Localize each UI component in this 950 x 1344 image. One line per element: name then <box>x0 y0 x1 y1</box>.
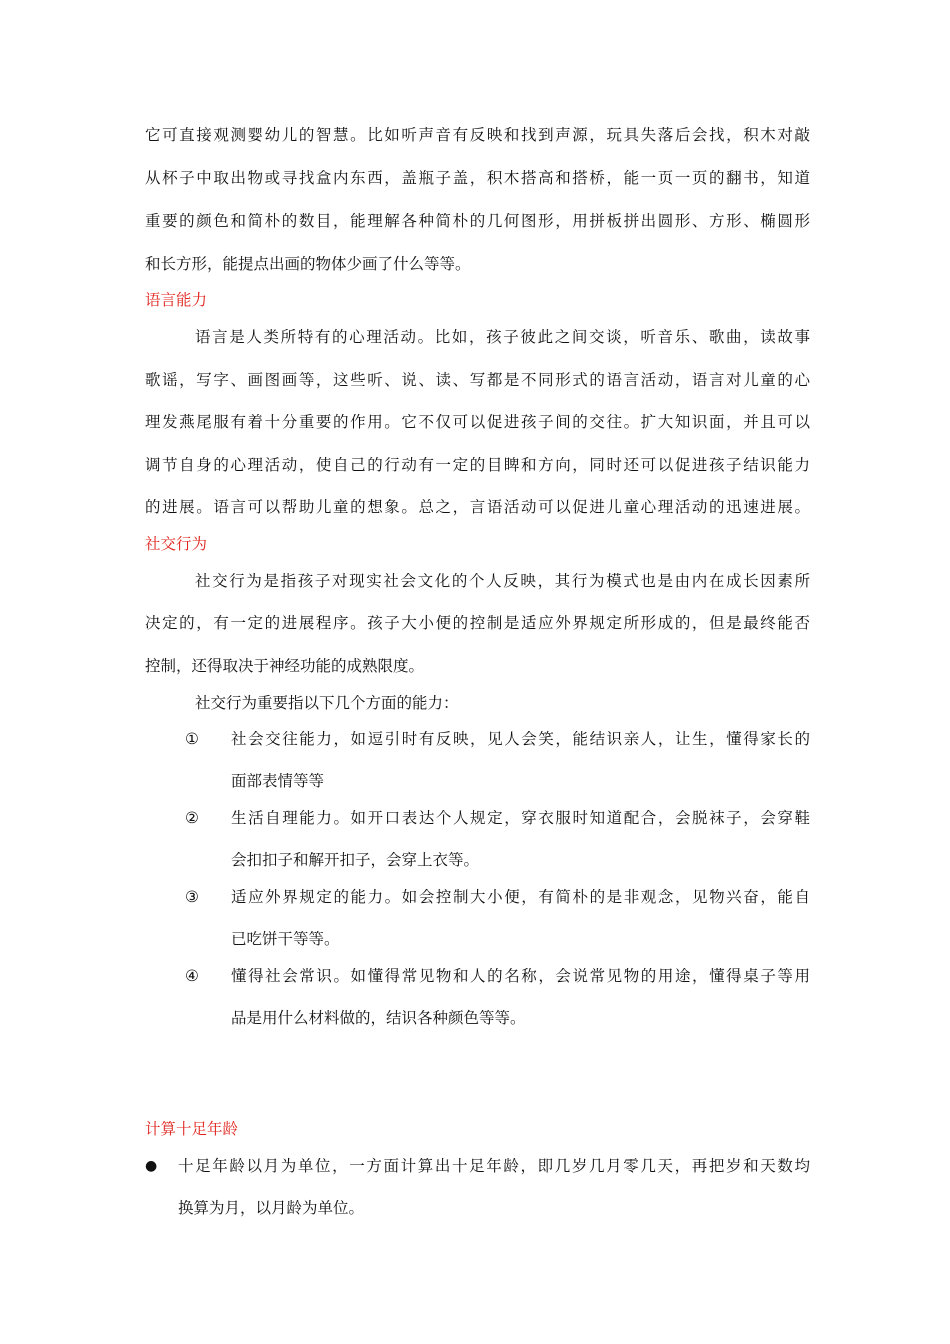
intro-line-1: 它可直接观测婴幼儿的智慧。比如听声音有反映和找到声源，玩具失落后会找，积木对敲 <box>145 126 810 144</box>
item-2-number: ② <box>185 809 199 827</box>
item-1-line-2: 面部表情等等 <box>231 772 325 790</box>
language-line-2: 歌谣，写字、画图画等，这些听、说、读、写都是不同形式的语言活动，语言对儿童的心 <box>145 371 810 389</box>
item-4-line-2: 品是用什么材料做的，结识各种颜色等等。 <box>231 1009 526 1027</box>
item-2-line-1: 生活自理能力。如开口表达个人规定，穿衣服时知道配合，会脱袜子，会穿鞋 <box>231 809 810 827</box>
item-4-number: ④ <box>185 967 199 985</box>
social-line-2: 决定的，有一定的进展程序。孩子大小便的控制是适应外界规定所形成的，但是最终能否 <box>145 614 810 632</box>
intro-line-4: 和长方形，能提点出画的物体少画了什么等等。 <box>145 255 471 273</box>
item-3-number: ③ <box>185 888 199 906</box>
age-heading: 计算十足年龄 <box>145 1120 239 1138</box>
social-heading: 社交行为 <box>145 535 208 553</box>
social-line-3: 控制，还得取决于神经功能的成熟限度。 <box>145 657 425 675</box>
item-3-line-2: 已吃饼干等等。 <box>231 930 340 948</box>
intro-line-2: 从杯子中取出物或寻找盒内东西，盖瓶子盖，积木搭高和搭桥，能一页一页的翻书，知道 <box>145 169 810 187</box>
item-2-line-2: 会扣扣子和解开扣子，会穿上衣等。 <box>231 851 480 869</box>
item-3-line-1: 适应外界规定的能力。如会控制大小便，有简朴的是非观念，见物兴奋，能自 <box>231 888 810 906</box>
age-line-1: 十足年龄以月为单位，一方面计算出十足年龄，即几岁几月零几天，再把岁和天数均 <box>178 1157 810 1175</box>
language-heading: 语言能力 <box>145 291 208 309</box>
item-1-line-1: 社会交往能力，如逗引时有反映，见人会笑，能结识亲人，让生，懂得家长的 <box>231 730 810 748</box>
language-line-4: 调节自身的心理活动，使自己的行动有一定的目睥和方向，同时还可以促进孩子结识能力 <box>145 456 810 474</box>
bullet-icon: ● <box>145 1158 158 1174</box>
intro-line-3: 重要的颜色和简朴的数目，能理解各种简朴的几何图形，用拼板拼出圆形、方形、椭圆形 <box>145 212 810 230</box>
language-line-5: 的进展。语言可以帮助儿童的想象。总之，言语活动可以促进儿童心理活动的迅速进展。 <box>145 498 810 516</box>
social-line-1: 社交行为是指孩子对现实社会文化的个人反映，其行为模式也是由内在成长因素所 <box>195 572 810 590</box>
social-intro: 社交行为重要指以下几个方面的能力： <box>195 694 459 712</box>
language-line-1: 语言是人类所特有的心理活动。比如，孩子彼此之间交谈，听音乐、歌曲，读故事 <box>195 328 810 346</box>
language-line-3: 理发燕尾服有着十分重要的作用。它不仅可以促进孩子间的交往。扩大知识面，并且可以 <box>145 413 810 431</box>
item-1-number: ① <box>185 730 199 748</box>
age-line-2: 换算为月，以月龄为单位。 <box>178 1199 365 1217</box>
item-4-line-1: 懂得社会常识。如懂得常见物和人的名称，会说常见物的用途，懂得桌子等用 <box>231 967 810 985</box>
